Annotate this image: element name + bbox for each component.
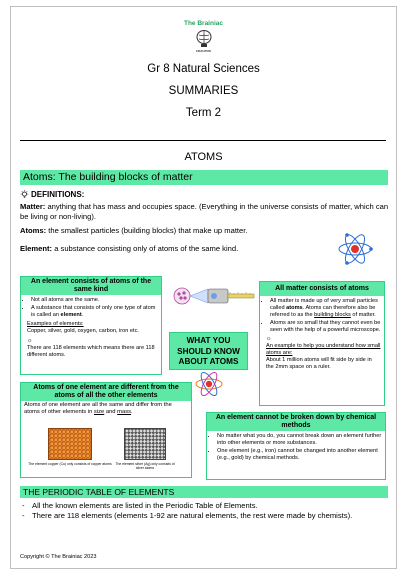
copper-caption: The element copper (Cu) only consists of copper atoms (28, 462, 112, 466)
brain-logo-icon (193, 28, 215, 50)
bold-term: element (60, 312, 82, 318)
list-item: • No matter what you do, you cannot break down an element further into other elements or more substances. (217, 433, 382, 447)
text-span: . (131, 409, 133, 416)
logo-caption: EDUCATION (196, 50, 211, 53)
section-title: ATOMS (184, 151, 223, 163)
definitions-heading (20, 190, 390, 200)
copyright: Copyright © The Brainiac 2023 (20, 554, 97, 560)
chemical-methods-list (217, 433, 382, 462)
different-atoms-heading: Atoms of one element are different from the atoms of all the other elements (21, 383, 191, 401)
list-item: - All the known elements are listed in the Periodic Table of Elements. (20, 501, 390, 511)
matter-text: anything that has mass and occupies space. (Everything in the universe consists of matter, which can be living or non-living). (20, 202, 389, 221)
silver-caption: The element silver (Ag) only consists of silver atoms (115, 462, 175, 470)
matter-box (259, 281, 385, 406)
silver-atoms-image (124, 428, 166, 460)
text-span: Atoms of one element are all the same and differ from the atoms of other elements in (24, 402, 172, 416)
matter-term: Matter: (20, 202, 46, 211)
periodic-table-list (20, 501, 390, 521)
lightbulb-icon (20, 190, 29, 199)
text-span: . Atoms can therefore also be referred to as the (270, 305, 376, 318)
definition-atoms (20, 226, 390, 236)
center-label: WHAT YOU SHOULD KNOW ABOUT ATOMS (169, 332, 248, 370)
definitions (20, 190, 390, 258)
matter-box-heading: All matter consists of atoms (260, 282, 384, 296)
copper-atoms-image (48, 428, 92, 460)
section-banner: Atoms: The building blocks of matter (20, 170, 388, 185)
matter-box-list (270, 298, 381, 334)
divider (20, 140, 386, 141)
element-text: a substance consisting only of atoms of the same kind. (52, 244, 239, 253)
text-span: A substance that consists of only one type of atom is called an (31, 305, 156, 318)
atom-icon (193, 368, 225, 400)
periodic-table-heading: THE PERIODIC TABLE OF ELEMENTS (20, 486, 388, 498)
term-label: Term 2 (185, 107, 222, 119)
chemical-methods-box (206, 412, 386, 480)
element-term: Element: (20, 244, 53, 253)
chemical-methods-heading: An element cannot be broken down by chemical methods (207, 413, 385, 431)
page-title: Gr 8 Natural Sciences (147, 63, 260, 75)
atom-icon (336, 230, 374, 268)
text-span: All matter is made up of very small particles called (270, 298, 378, 311)
matter-example (263, 335, 384, 372)
underlined-term: size (93, 409, 105, 416)
example-text: About 1 million atoms will fit side by side in the 2mm space on a ruler. (266, 357, 372, 370)
element-note (24, 337, 161, 360)
list-item (31, 305, 158, 319)
text-span: . (81, 312, 84, 318)
different-atoms-text (21, 401, 191, 417)
lightbulb-icon: ☼ (27, 338, 33, 344)
list-item: • One element (e.g., iron) cannot be changed into another element (e.g., gold) by chemical methods. (217, 448, 382, 462)
element-box-list (31, 297, 158, 319)
atoms-term: Atoms: (20, 226, 47, 235)
text-span: of matter. (350, 312, 376, 318)
lightbulb-icon: ☼ (266, 336, 272, 342)
definitions-heading-text: DEFINITIONS: (31, 190, 85, 199)
bold-term: atoms (286, 305, 303, 311)
definition-element (20, 244, 390, 254)
brand-name: The Brainiac (183, 20, 223, 27)
example-label: An example to help you understand how small atoms are: (266, 343, 381, 356)
page-subtitle: SUMMARIES (168, 85, 239, 97)
list-item: • Not all atoms are the same. (31, 297, 158, 304)
text-span: and (104, 409, 118, 416)
magnification-illustration-icon (170, 283, 258, 309)
underlined-term: mass (117, 409, 131, 416)
list-item: - There are 118 elements (elements 1-92 are natural elements, the rest were made by chemists). (20, 511, 390, 521)
underlined-term: building blocks (314, 312, 351, 318)
atoms-text: the smallest particles (building blocks) that make up matter. (46, 226, 248, 235)
element-box (20, 276, 162, 375)
definition-matter (20, 202, 390, 222)
element-box-heading: An element consists of atoms of the same kind (21, 277, 161, 295)
list-item: • Atoms are so small that they cannot even be seen with the help of a powerful microscope. (270, 320, 381, 334)
examples-text: Copper, silver, gold, oxygen, carbon, iron etc. (27, 328, 139, 334)
examples-label: Examples of elements: (27, 321, 84, 327)
list-item (270, 298, 381, 319)
note-text: There are 118 elements which means there are 118 different atoms. (27, 345, 155, 358)
examples-block (24, 320, 161, 336)
